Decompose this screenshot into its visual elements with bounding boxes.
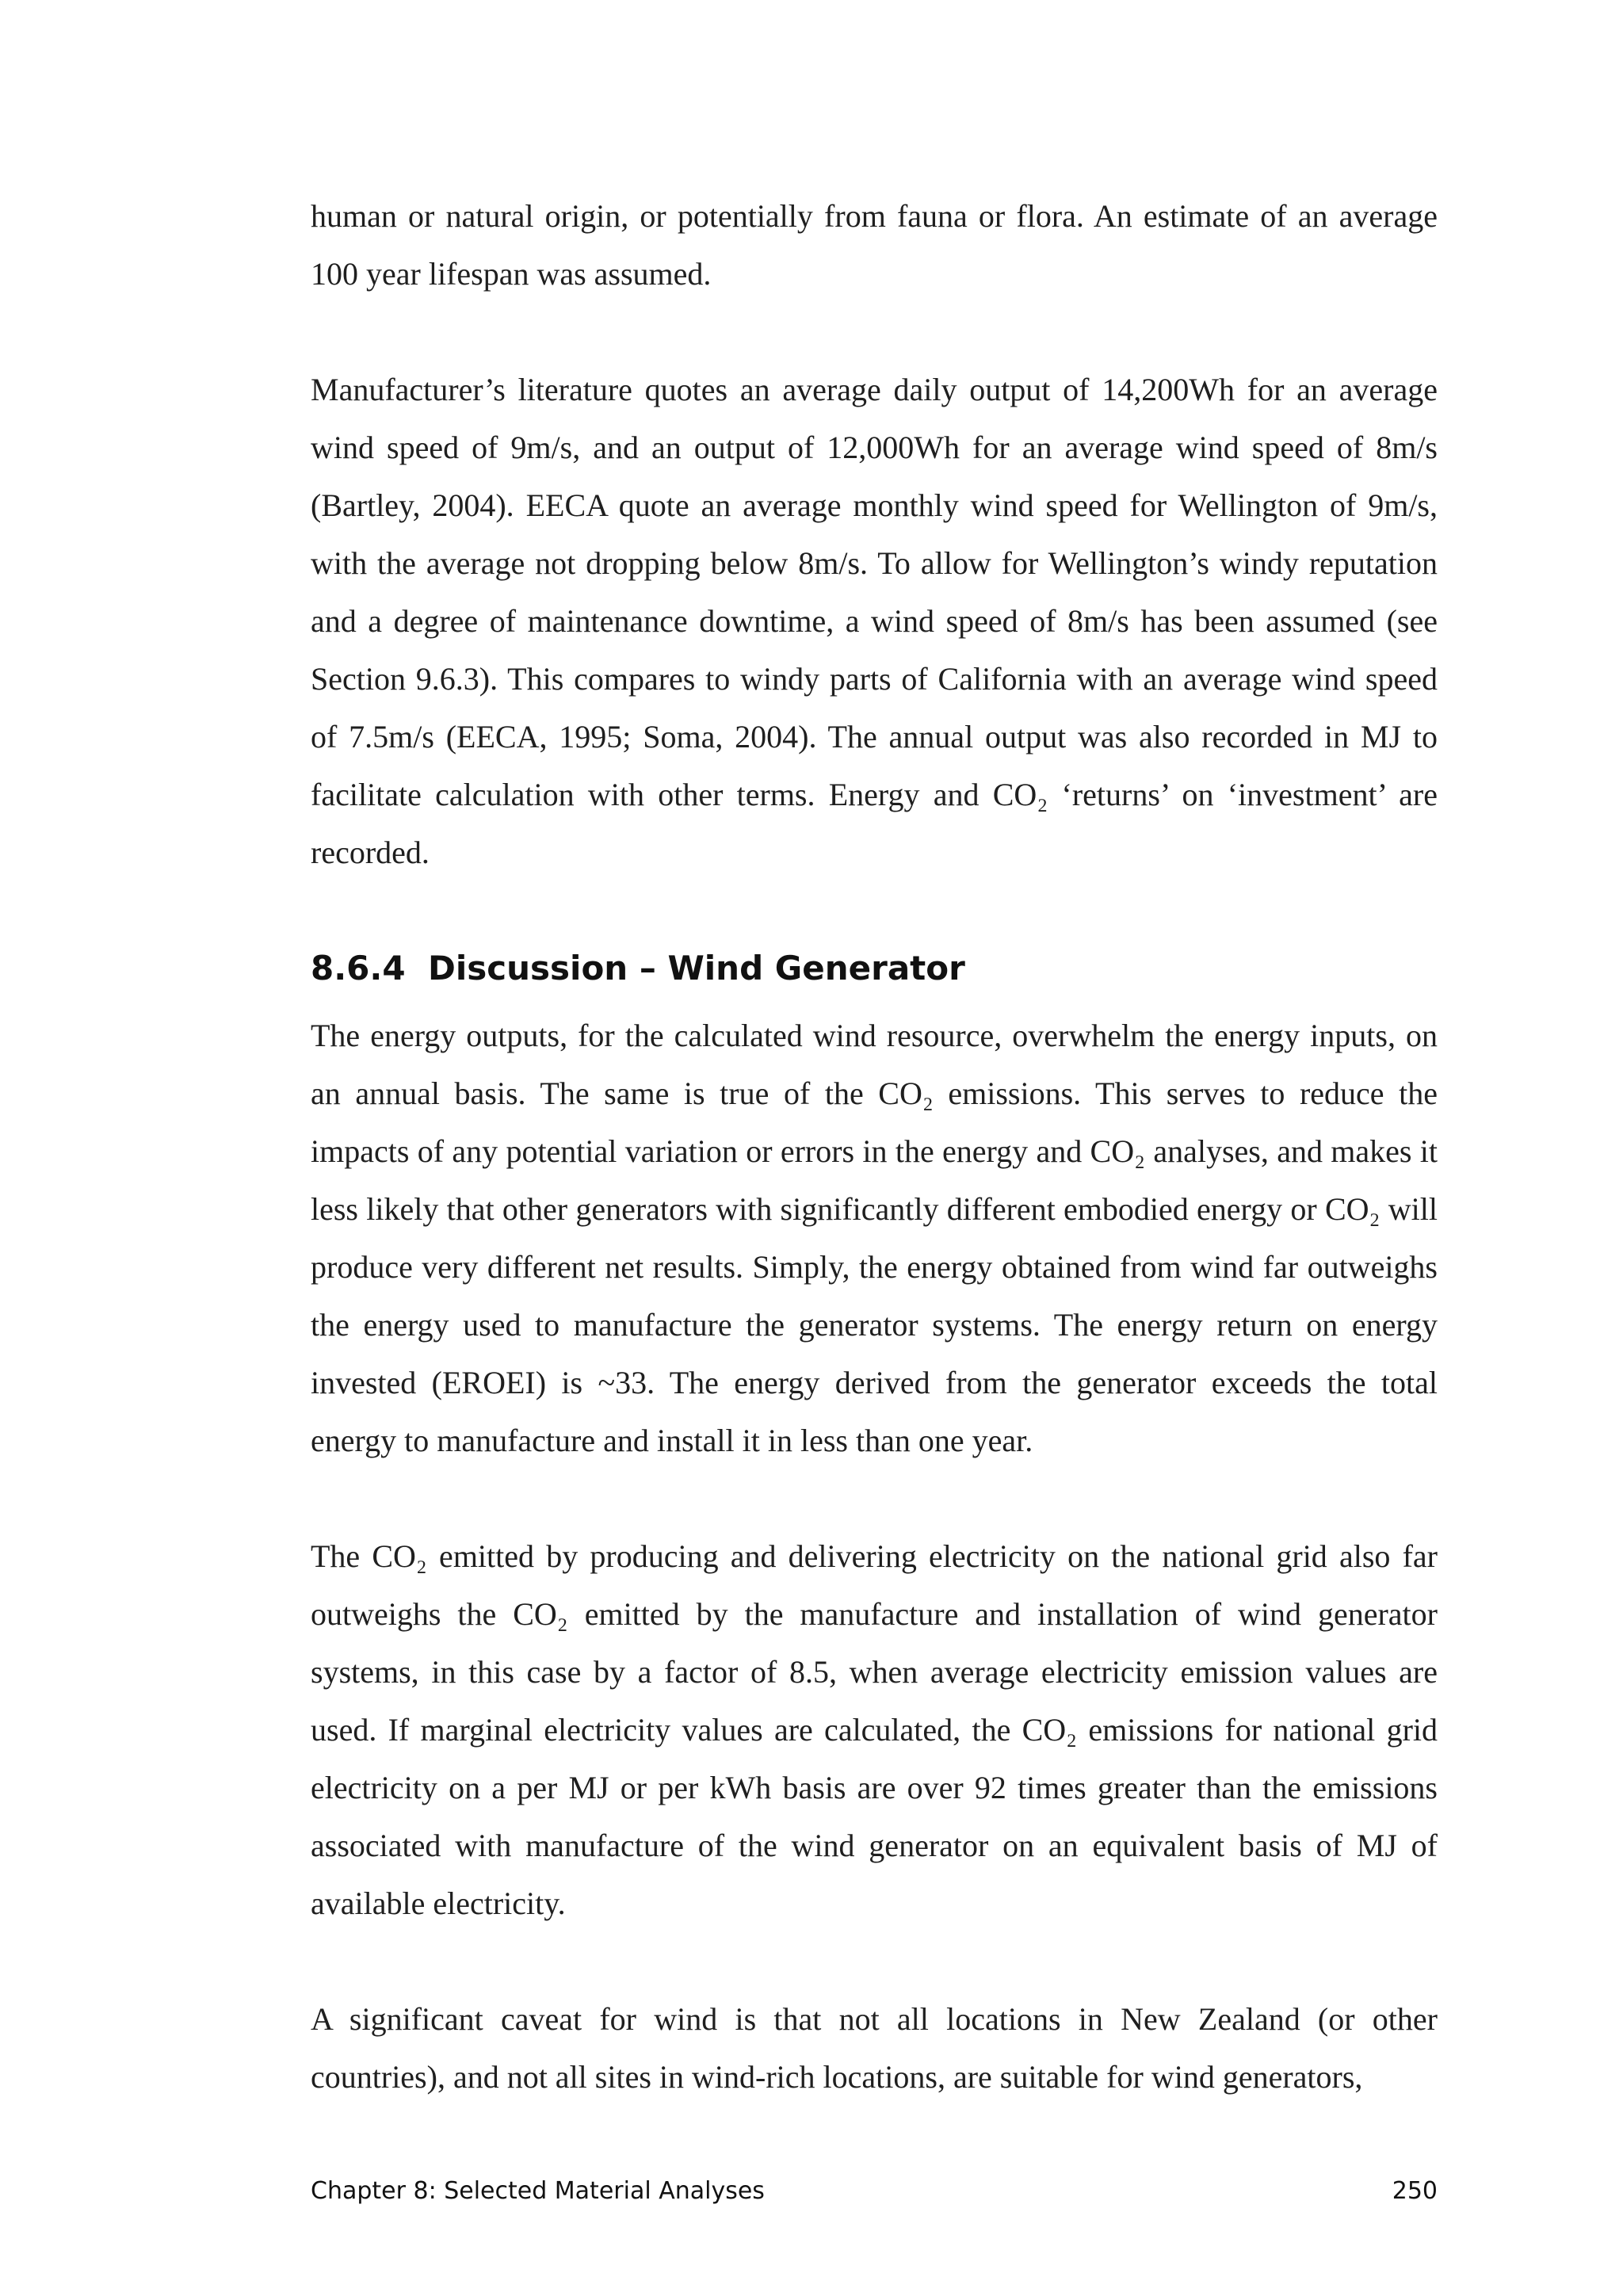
footer-chapter-title: Chapter 8: Selected Material Analyses <box>311 2177 765 2205</box>
paragraph-lifespan: human or natural origin, or potentially from fauna or flora. An estimate of an average 100 year lifespan was assumed. <box>311 198 1438 292</box>
section-heading <box>311 945 1438 992</box>
paragraph-wind-output: Manufacturer’s literature quotes an average daily output of 14,200Wh for an average wind speed of 9m/s, and an output of 12,000Wh for an average wind speed of 8m/s (Bartley, 2004). EECA quote an average monthly wind speed for Wellington of 9m/s, with the average not dropping below 8m/s. To allow for Wellington’s windy reputation and a degree of maintenance downtime, a wind speed of 8m/s has been assumed (see Section 9.6.3). This compares to windy parts of California with an average wind speed of 7.5m/s (EECA, 1995; Soma, 2004). The annual output was also recorded in MJ to facilitate calculation with other terms. Energy and CO₂ ‘returns’ on ‘investment’ are recorded. <box>311 372 1438 870</box>
section-number: 8.6.4 <box>311 949 406 988</box>
section-title: Discussion – Wind Generator <box>428 949 965 988</box>
paragraph-energy-outputs: The energy outputs, for the calculated wind resource, overwhelm the energy inputs, on an annual basis. The same is true of the CO₂ emissions. This serves to reduce the impacts of any potential variation or errors in the energy and CO₂ analyses, and makes it less likely that other generators with significantly different embodied energy or CO₂ will produce very different net results. Simply, the energy obtained from wind far outweighs the energy used to manufacture the generator systems. The energy return on energy invested (EROEI) is ~33. The energy derived from the generator exceeds the total energy to manufacture and install it in less than one year. <box>311 1018 1438 1458</box>
footer-page-number: 250 <box>1392 2177 1438 2205</box>
paragraph-caveat: A significant caveat for wind is that not all locations in New Zealand (or other countries), and not all sites in wind-rich locations, are suitable for wind generators, <box>311 2001 1438 2095</box>
paragraph-co2-emitted: The CO₂ emitted by producing and delivering electricity on the national grid also far outweighs the CO₂ emitted by the manufacture and installation of wind generator systems, in this case by a factor of 8.5, when average electricity emission values are used. If marginal electricity values are calculated, the CO₂ emissions for national grid electricity on a per MJ or per kWh basis are over 92 times greater than the emissions associated with manufacture of the wind generator on an equivalent basis of MJ of available electricity. <box>311 1538 1438 1921</box>
